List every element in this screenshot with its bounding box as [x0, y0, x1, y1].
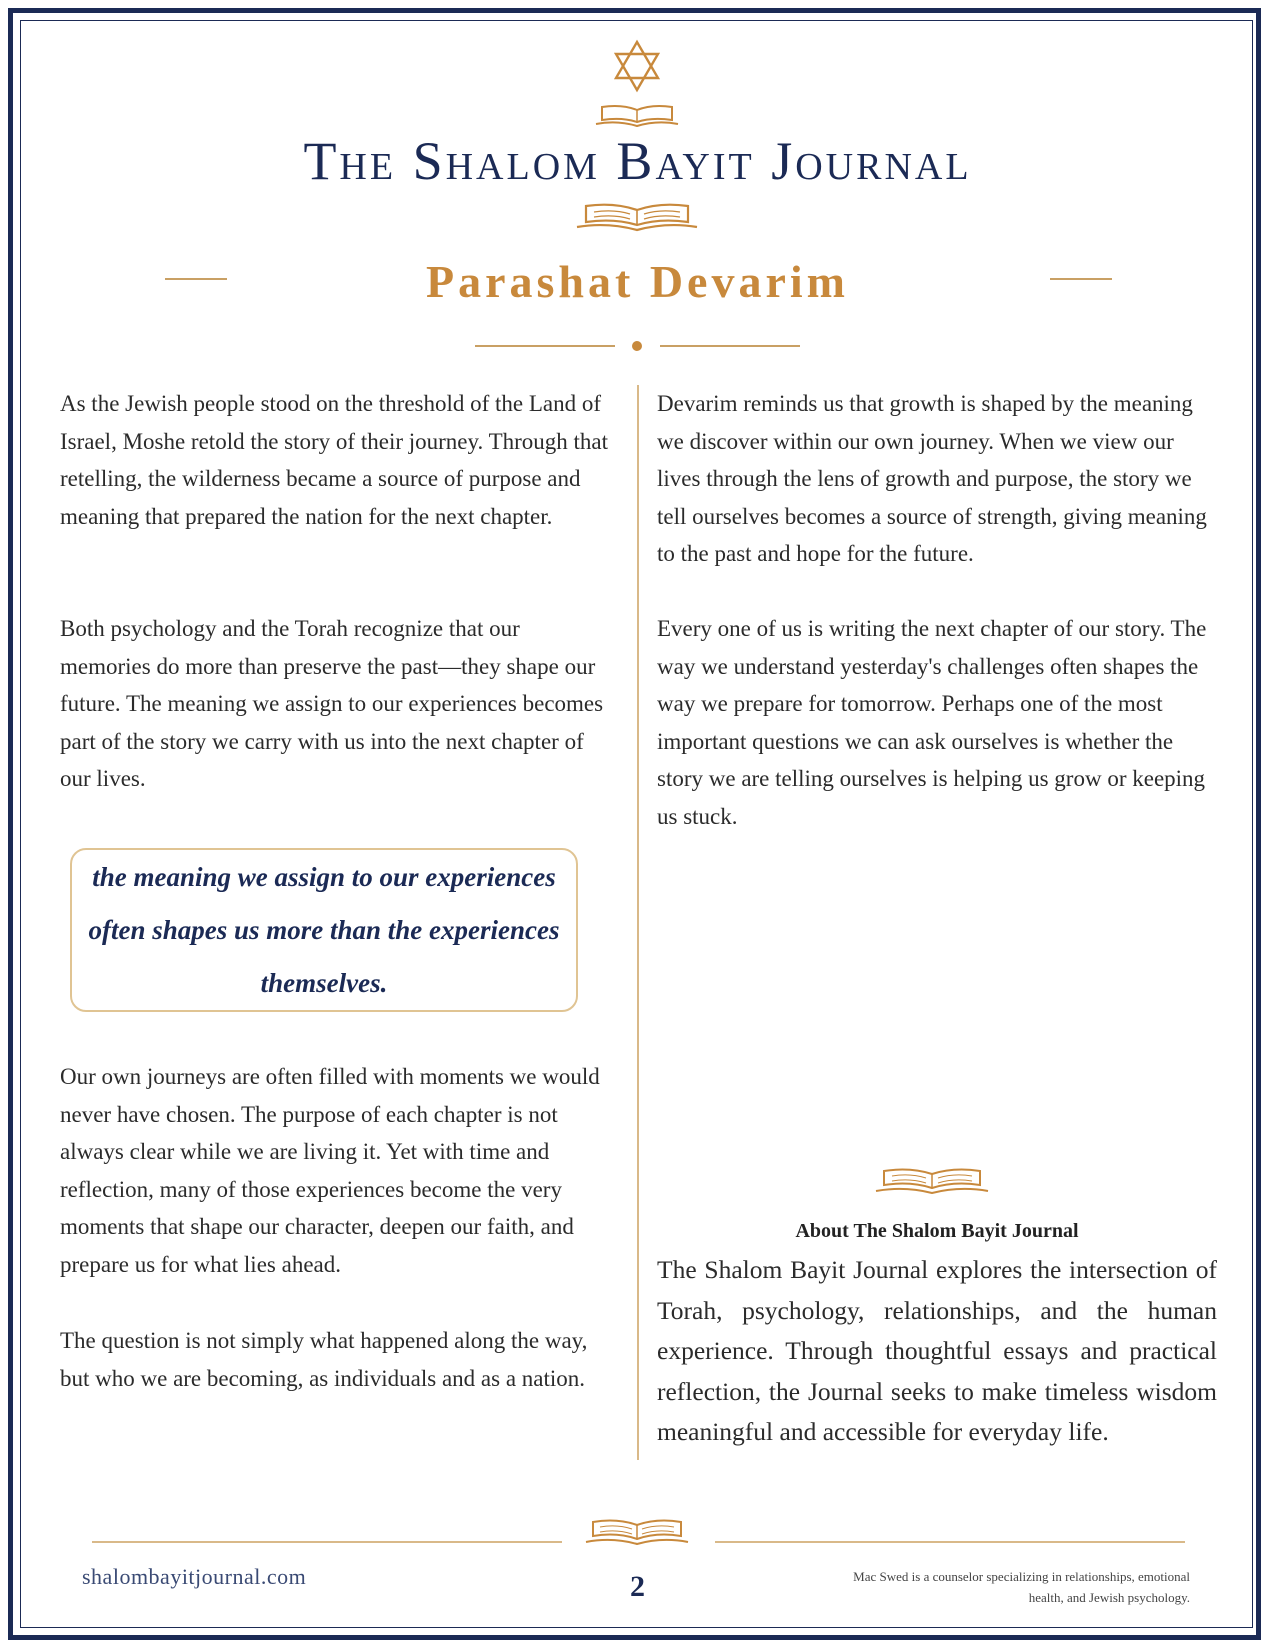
author-bio: Mac Swed is a counselor specializing in relationships, emotional health, and Jewish psychology. — [853, 1569, 1190, 1605]
about-heading: About The Shalom Bayit Journal — [795, 1220, 1079, 1242]
star-of-david-icon — [612, 38, 662, 94]
left-paragraph-4: The question is not simply what happened along the way, but who we are becoming, as individuals and as a nation. — [60, 1328, 588, 1391]
column-divider — [637, 385, 639, 1460]
pull-quote-box — [70, 848, 578, 1012]
left-paragraph-1: As the Jewish people stood on the threshold of the Land of Israel, Moshe retold the story of their journey. Through that retelling, the wilderness became a source of purpose and meaning that prepared the nation for the next chapter. — [60, 391, 609, 529]
journal-title: The Shalom Bayit Journal — [303, 131, 972, 191]
footer-line-right — [715, 1541, 1185, 1543]
website-link[interactable]: shalombayitjournal.com — [82, 1564, 307, 1589]
footer-line-left — [92, 1541, 562, 1543]
divider-line-left — [475, 345, 615, 347]
pull-quote-text: the meaning we assign to our experiences often shapes us more than the experiences themselves. — [88, 861, 560, 998]
parashat-title: Parashat Devarim — [426, 256, 849, 307]
divider-line-right — [660, 345, 800, 347]
open-book-icon — [582, 1516, 692, 1546]
right-paragraph-2: Every one of us is writing the next chapter of our story. The way we understand yesterday's challenges often shapes the way we prepare for tomorrow. Perhaps one of the most important questions we can ask ourselves is whether the story we are telling ourselves is helping us grow or keeping us stuck. — [657, 616, 1207, 829]
open-book-icon — [572, 200, 702, 232]
open-book-icon — [592, 102, 682, 128]
left-paragraph-3: Our own journeys are often filled with moments we would never have chosen. The purpose of each chapter is not always clear while we are living it. Yet with time and reflection, many of those experiences become the very moments that shape our character, deepen our faith, and prepare us for what lies ahead. — [60, 1064, 600, 1277]
divider-dot — [632, 341, 642, 351]
open-book-icon — [872, 1165, 992, 1195]
title-dash-right — [1050, 278, 1112, 280]
page-number: 2 — [630, 1570, 645, 1603]
about-body: The Shalom Bayit Journal explores the intersection of Torah, psychology, relationships, and the human experience. Through thoughtful essays and practical reflection, the Journal seeks to make timeless wisdom meaningful and accessible for everyday life. — [657, 1255, 1217, 1446]
right-paragraph-1: Devarim reminds us that growth is shaped by the meaning we discover within our own journey. When we view our lives through the lens of growth and purpose, the story we tell ourselves becomes a source of strength, giving meaning to the past and hope for the future. — [657, 391, 1207, 566]
left-paragraph-2: Both psychology and the Torah recognize that our memories do more than preserve the past—they shape our future. The meaning we assign to our experiences becomes part of the story we carry with us into the next chapter of our lives. — [60, 616, 604, 791]
